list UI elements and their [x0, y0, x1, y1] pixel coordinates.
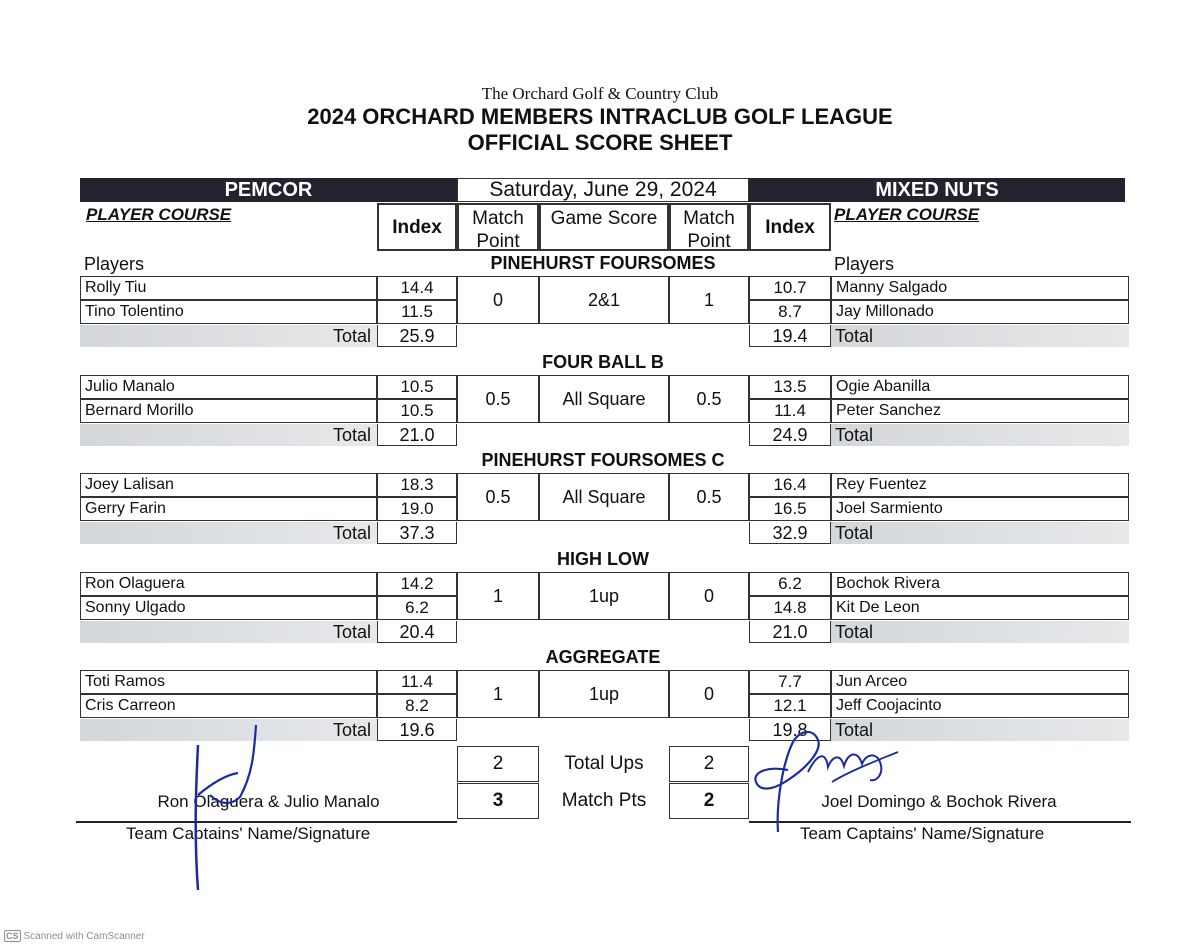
- right-match-point: 0: [669, 670, 749, 718]
- left-player-course-label: PLAYER COURSE: [86, 205, 232, 224]
- left-total-value: 37.3: [377, 522, 457, 544]
- left-match-point-header: Match Point: [457, 203, 539, 251]
- right-player-name: Rey Fuentez: [831, 473, 1129, 497]
- right-team-name: MIXED NUTS: [749, 178, 1125, 202]
- left-total-label: Total: [80, 325, 377, 347]
- left-total-label: Total: [80, 719, 377, 741]
- left-player-index: 10.5: [377, 375, 457, 399]
- section-title: FOUR BALL B: [542, 352, 664, 372]
- left-match-point: 0.5: [457, 375, 539, 423]
- left-player-name: Joey Lalisan: [80, 473, 377, 497]
- left-player-name: Julio Manalo: [80, 375, 377, 399]
- right-player-name: Peter Sanchez: [831, 399, 1129, 423]
- left-total-label: Total: [80, 522, 377, 544]
- right-total-label: Total: [831, 719, 1129, 741]
- left-player-name: Tino Tolentino: [80, 300, 377, 324]
- right-player-name: Jay Millonado: [831, 300, 1129, 324]
- left-player-index: 14.2: [377, 572, 457, 596]
- right-player-name: Bochok Rivera: [831, 572, 1129, 596]
- right-match-point: 0: [669, 572, 749, 620]
- left-match-point: 1: [457, 670, 539, 718]
- game-score: All Square: [539, 375, 669, 423]
- right-index-header: Index: [749, 203, 831, 251]
- left-total-value: 20.4: [377, 621, 457, 643]
- right-player-name: Kit De Leon: [831, 596, 1129, 620]
- game-score: 1up: [539, 670, 669, 718]
- right-player-name: Jeff Coojacinto: [831, 694, 1129, 718]
- right-match-point-header: Match Point: [669, 203, 749, 251]
- left-total-value: 19.6: [377, 719, 457, 741]
- right-player-index: 10.7: [749, 276, 831, 300]
- left-captains-caption: Team Captains' Name/Signature: [126, 824, 371, 843]
- left-player-index: 19.0: [377, 497, 457, 521]
- game-score: 1up: [539, 572, 669, 620]
- left-player-name: Toti Ramos: [80, 670, 377, 694]
- right-player-index: 14.8: [749, 596, 831, 620]
- right-player-index: 12.1: [749, 694, 831, 718]
- club-name: The Orchard Golf & Country Club: [481, 84, 719, 103]
- section-title: AGGREGATE: [545, 647, 661, 667]
- camscanner-text: Scanned with CamScanner: [23, 931, 145, 942]
- section-title: PINEHURST FOURSOMES: [490, 253, 716, 273]
- camscanner-icon: CS: [6, 931, 19, 941]
- right-player-course-label: PLAYER COURSE: [834, 205, 980, 224]
- left-player-name: Gerry Farin: [80, 497, 377, 521]
- right-total-label: Total: [831, 621, 1129, 643]
- left-team-name: PEMCOR: [80, 178, 457, 202]
- right-player-index: 7.7: [749, 670, 831, 694]
- left-player-name: Cris Carreon: [80, 694, 377, 718]
- right-total-label: Total: [831, 522, 1129, 544]
- left-player-name: Ron Olaguera: [80, 572, 377, 596]
- left-player-name: Rolly Tiu: [80, 276, 377, 300]
- right-total-ups: 2: [669, 746, 749, 782]
- section-title: HIGH LOW: [557, 549, 649, 569]
- left-index-header: Index: [377, 203, 457, 251]
- left-player-name: Sonny Ulgado: [80, 596, 377, 620]
- right-player-name: Joel Sarmiento: [831, 497, 1129, 521]
- left-player-index: 11.4: [377, 670, 457, 694]
- left-match-point: 0: [457, 276, 539, 324]
- match-pts-label: Match Pts: [561, 790, 647, 811]
- right-match-point: 0.5: [669, 473, 749, 521]
- right-total-label: Total: [831, 325, 1129, 347]
- right-captain-signature: [748, 722, 918, 842]
- left-player-index: 10.5: [377, 399, 457, 423]
- section-title: PINEHURST FOURSOMES C: [481, 450, 725, 470]
- match-date: Saturday, June 29, 2024: [457, 178, 749, 202]
- left-match-point: 1: [457, 572, 539, 620]
- right-match-point: 1: [669, 276, 749, 324]
- total-ups-label: Total Ups: [564, 753, 644, 774]
- right-total-value: 21.0: [749, 621, 831, 643]
- league-title: 2024 ORCHARD MEMBERS INTRACLUB GOLF LEAGUE: [307, 104, 893, 129]
- right-player-index: 6.2: [749, 572, 831, 596]
- game-score-header: Game Score: [539, 203, 669, 251]
- left-total-label: Total: [80, 621, 377, 643]
- left-total-value: 25.9: [377, 325, 457, 347]
- right-player-index: 13.5: [749, 375, 831, 399]
- right-player-index: 16.4: [749, 473, 831, 497]
- camscanner-watermark: [4, 930, 145, 942]
- left-player-index: 8.2: [377, 694, 457, 718]
- left-total-value: 21.0: [377, 424, 457, 446]
- right-captains-names: Joel Domingo & Bochok Rivera: [821, 792, 1057, 811]
- left-captains-names: Ron Olaguera & Julio Manalo: [157, 792, 380, 811]
- left-player-index: 18.3: [377, 473, 457, 497]
- right-players-label: Players: [834, 254, 895, 274]
- right-captains-caption: Team Captains' Name/Signature: [800, 824, 1045, 843]
- right-match-pts: 2: [669, 783, 749, 819]
- left-player-index: 6.2: [377, 596, 457, 620]
- left-player-index: 14.4: [377, 276, 457, 300]
- right-total-value: 19.4: [749, 325, 831, 347]
- left-players-label: Players: [84, 254, 145, 274]
- right-player-index: 16.5: [749, 497, 831, 521]
- left-player-index: 11.5: [377, 300, 457, 324]
- game-score: 2&1: [539, 276, 669, 324]
- left-total-ups: 2: [457, 746, 539, 782]
- right-match-point: 0.5: [669, 375, 749, 423]
- right-player-name: Jun Arceo: [831, 670, 1129, 694]
- game-score: All Square: [539, 473, 669, 521]
- left-player-name: Bernard Morillo: [80, 399, 377, 423]
- right-total-value: 19.8: [749, 719, 831, 741]
- left-captain-signature: [170, 725, 290, 895]
- right-total-label: Total: [831, 424, 1129, 446]
- right-player-name: Ogie Abanilla: [831, 375, 1129, 399]
- right-player-index: 8.7: [749, 300, 831, 324]
- left-total-label: Total: [80, 424, 377, 446]
- right-total-value: 32.9: [749, 522, 831, 544]
- right-player-name: Manny Salgado: [831, 276, 1129, 300]
- sheet-title: OFFICIAL SCORE SHEET: [467, 130, 733, 155]
- left-match-pts: 3: [457, 783, 539, 819]
- right-player-index: 11.4: [749, 399, 831, 423]
- left-match-point: 0.5: [457, 473, 539, 521]
- right-total-value: 24.9: [749, 424, 831, 446]
